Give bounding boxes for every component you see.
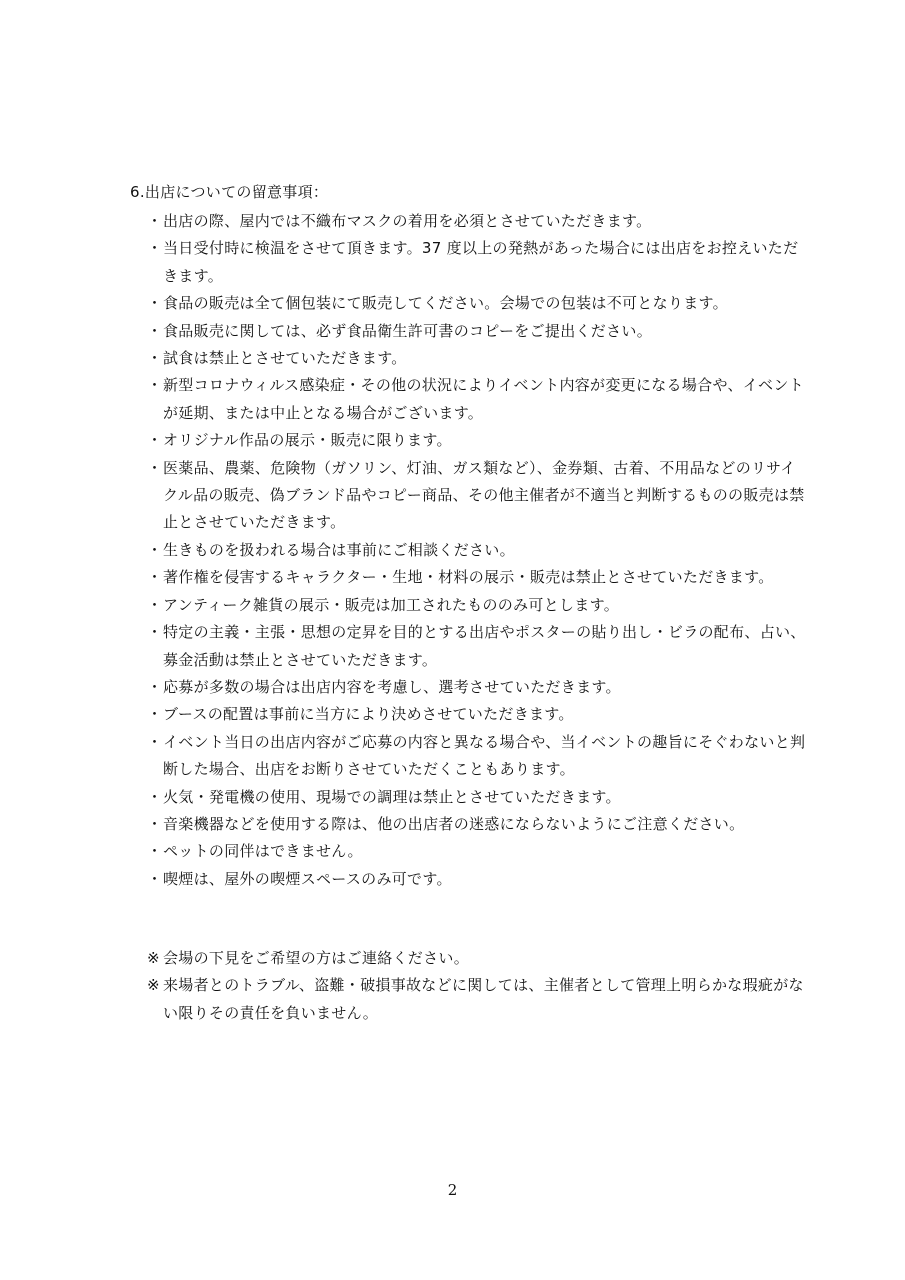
notice-item-text: 食品の販売は全て個包装にて販売してください。会場での包装は不可となります。 [163,294,728,313]
bullet-mark: ・ [147,431,163,450]
remark-text: 会場の下見をご希望の方はご連絡ください。 [163,949,470,967]
notice-item [147,619,807,674]
bullet-mark: ・ [147,623,163,642]
notice-item-text: ペットの同伴はできません。 [163,842,363,861]
notice-item [147,674,807,701]
notice-item-text: 新型コロナウィルス感染症・その他の状況によりイベント内容が変更になる場合や、イベントが延期、または中止となる場合がございます。 [163,376,804,422]
notice-item-text: 医薬品、農薬、危険物（ガソリン、灯油、ガス類など）、金券類、古着、不用品などのリサイクル品の販売、偽ブランド品やコピー商品、その他主催者が不適当と判断するものの販売は禁止とさせていただきます。 [163,458,805,532]
notice-item-text: 喫煙は、屋外の喫煙スペースのみ可です。 [163,869,452,888]
section-heading: 6.出店についての留意事項： [130,183,329,201]
remark-item [147,972,807,1027]
bullet-mark: ・ [147,814,163,833]
remark-item [147,945,807,972]
notice-item-text: 音楽機器などを使用する際は、他の出店者の迷惑にならないようにご注意ください。 [163,814,745,833]
remarks [147,945,807,1027]
bullet-mark: ・ [147,869,163,888]
page-number: 2 [447,1181,458,1199]
bullet-mark: ・ [147,540,163,559]
notice-item [147,427,807,454]
bullet-mark: ・ [147,787,163,806]
notice-item-text: 応募が多数の場合は出店内容を考慮し、選考させていただきます。 [163,677,621,696]
notice-item [147,318,807,345]
bullet-mark: ・ [147,349,163,368]
notice-item [147,592,807,619]
notice-item [147,729,807,784]
reference-mark: ※ [147,949,160,967]
notice-item [147,235,807,290]
notice-item [147,345,807,372]
bullet-mark: ・ [147,294,163,313]
notice-item-text: 火気・発電機の使用、現場での調理は禁止とさせていただきます。 [163,787,621,806]
notice-item [147,811,807,838]
notice-item [147,208,807,235]
notice-item-text: イベント当日の出店内容がご応募の内容と異なる場合や、当イベントの趣旨にそぐわないと判断した場合、出店をお断りさせていただくこともあります。 [163,732,806,779]
notice-item [147,455,807,537]
notice-item-text: 出店の際、屋内では不織布マスクの着用を必須とさせていただきます。 [163,212,652,230]
notice-item [147,537,807,564]
notice-list [147,208,807,893]
reference-mark: ※ [147,976,160,995]
notice-item-text: 当日受付時に検温をさせて頂きます。37 度以上の発熱があった場合には出店をお控えいただきます。 [163,239,799,285]
bullet-mark: ・ [147,568,163,587]
remark-text: 来場者とのトラブル、盗難・破損事故などに関しては、主催者として管理上明らかな瑕疵がない限りその責任を負いません。 [163,976,804,1022]
bullet-mark: ・ [147,321,163,340]
notice-item-text: ブースの配置は事前に当方により決めさせていただきます。 [163,705,574,724]
notice-item [147,290,807,317]
bullet-mark: ・ [147,595,163,614]
bullet-mark: ・ [147,212,163,230]
bullet-mark: ・ [147,458,163,477]
bullet-mark: ・ [147,376,163,395]
notice-item-text: アンティーク雑貨の展示・販売は加工されたもののみ可とします。 [163,595,620,614]
bullet-mark: ・ [147,732,163,751]
notice-item-text: 特定の主義・主張・思想の定昇を目的とする出店やポスターの貼り出し・ビラの配布、占い、募金活動は禁止とさせていただきます。 [163,623,806,669]
notice-item [147,784,807,811]
notice-item [147,701,807,728]
bullet-mark: ・ [147,705,163,724]
notice-item [147,564,807,591]
bullet-mark: ・ [147,677,163,696]
notice-item-text: 試食は禁止とさせていただきます。 [163,349,407,368]
notice-item-text: オリジナル作品の展示・販売に限ります。 [163,431,452,450]
notice-item [147,838,807,865]
notice-item [147,372,807,427]
notice-item [147,866,807,893]
bullet-mark: ・ [147,239,163,258]
bullet-mark: ・ [147,842,163,861]
notice-item-text: 著作権を侵害するキャラクター・生地・材料の展示・販売は禁止とさせていただきます。 [163,568,774,587]
notice-item-text: 生きものを扱われる場合は事前にご相談ください。 [163,540,515,559]
notice-item-text: 食品販売に関しては、必ず食品衛生許可書のコピーをご提出ください。 [163,321,653,340]
